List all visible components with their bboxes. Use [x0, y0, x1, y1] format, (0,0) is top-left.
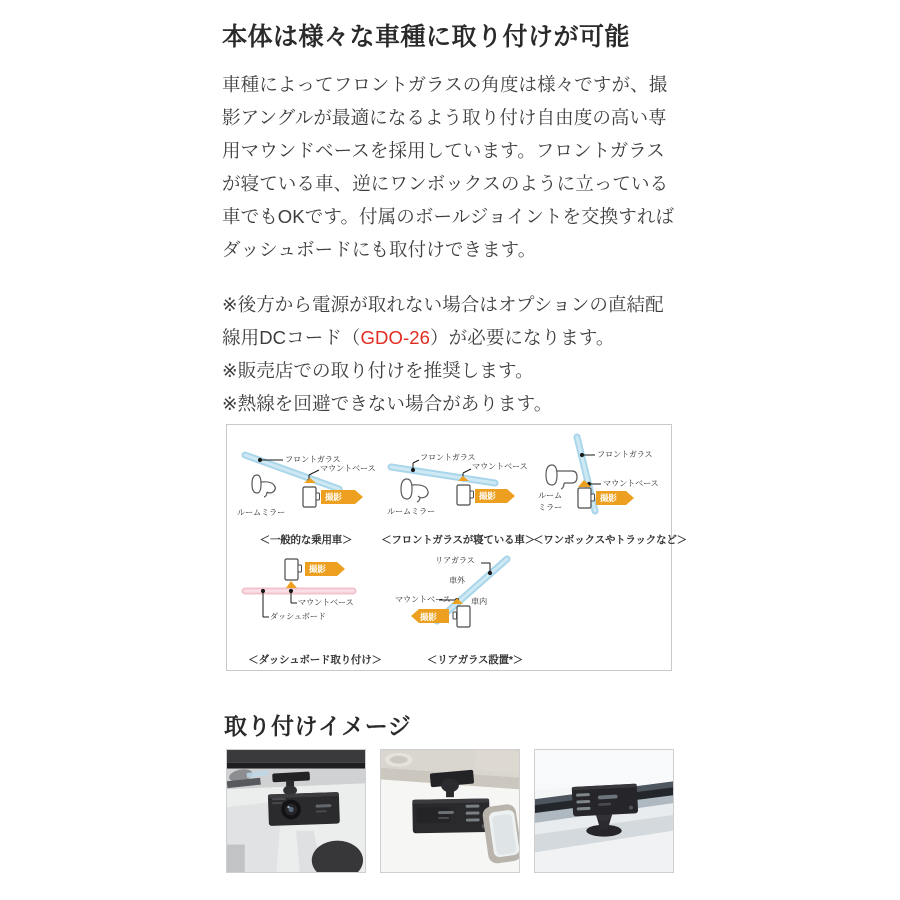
- install-image-heading: 取り付けイメージ: [224, 714, 412, 739]
- photo-illustration: [227, 750, 365, 872]
- note-item-power-supply: [222, 289, 682, 355]
- caption-general-passenger-car: ＜一般的な乗用車＞: [259, 534, 353, 546]
- room-mirror-shape: [401, 479, 428, 502]
- label-mount-base: マウントベース: [395, 595, 451, 604]
- photo-illustration: [535, 750, 673, 872]
- label-mount-base: マウントベース: [320, 464, 376, 473]
- mount-base-shape: [286, 581, 297, 588]
- note-item-heater-line: ※熱線を回避できない場合があります。: [222, 392, 553, 414]
- label-room-mirror-line1: ルーム: [538, 491, 562, 500]
- photo-headliner-mount[interactable]: [380, 749, 520, 873]
- note-item-dealer-install: ※販売店での取り付けを推奨します。: [222, 359, 534, 381]
- text-content: [222, 22, 682, 420]
- caption-one-box-or-truck: ＜ワンボックスやトラックなど＞: [533, 534, 687, 546]
- camera-shape: [285, 559, 302, 580]
- note-text-before: ※後方から電源が取れない場合はオプションの直結配線用DCコード（: [222, 293, 664, 348]
- label-shooting: 撮影: [600, 493, 617, 503]
- label-shooting: 撮影: [420, 612, 437, 622]
- label-front-glass: フロントガラス: [597, 450, 653, 459]
- label-shooting: 撮影: [325, 492, 342, 502]
- label-room-mirror-line2: ミラー: [538, 503, 562, 512]
- caption-rear-glass-mount: ＜リアガラス設置*＞: [426, 654, 524, 666]
- diagram-one-box-or-truck: [533, 431, 687, 549]
- caption-reclined-windshield-car: ＜フロントガラスが寝ている車＞: [381, 534, 535, 546]
- description-paragraph: 車種によってフロントガラスの角度は様々ですが、撮影アングルが最適になるよう取り付け自由度の高い専用マウンドベースを採用しています。フロントガラスが寝ている車、逆にワンボックスのように立っている車でもOKです。付属のボールジョイントを交換すればダッシュボードにも取付けできます。: [222, 74, 675, 260]
- camera-shape: [303, 487, 320, 507]
- diagram-reclined-windshield-car: [379, 431, 537, 549]
- label-dashboard: ダッシュボード: [270, 612, 326, 621]
- room-mirror-shape: [546, 465, 577, 489]
- diagram-row-top: [227, 431, 687, 549]
- room-mirror-shape: [252, 475, 275, 497]
- diagram-dashboard-mount: [235, 551, 395, 669]
- install-photo-row: [226, 749, 674, 873]
- label-inside-car: 車内: [471, 597, 487, 606]
- label-front-glass: フロントガラス: [285, 455, 341, 464]
- label-shooting: 撮影: [479, 491, 496, 501]
- notes-list: [222, 289, 682, 421]
- label-mount-base: マウントベース: [472, 462, 528, 471]
- label-outside-car: 車外: [449, 576, 465, 585]
- diagram-row-bottom: [227, 551, 671, 669]
- note-text-after: ）が必要になります。: [430, 326, 615, 348]
- label-shooting: 撮影: [309, 564, 326, 574]
- label-front-glass: フロントガラス: [420, 453, 476, 462]
- camera-shape: [457, 485, 474, 505]
- label-room-mirror: ルームミラー: [387, 507, 435, 516]
- diagram-general-passenger-car: [231, 431, 381, 549]
- product-code-gdo26: GDO-26: [360, 326, 431, 348]
- diagram-rear-glass-mount: [395, 551, 555, 669]
- photo-dashboard-mount[interactable]: [534, 749, 674, 873]
- label-mount-base: マウントベース: [298, 598, 354, 607]
- caption-dashboard-mount: ＜ダッシュボード取り付け＞: [248, 654, 382, 666]
- photo-illustration: [381, 750, 519, 872]
- label-room-mirror: ルームミラー: [237, 508, 285, 517]
- photo-windshield-mount[interactable]: [226, 749, 366, 873]
- label-rear-glass: リアガラス: [435, 556, 475, 565]
- mounting-diagram-panel: [226, 424, 687, 671]
- page-title: 本体は様々な車種に取り付けが可能: [222, 24, 631, 51]
- label-mount-base: マウントベース: [603, 479, 659, 488]
